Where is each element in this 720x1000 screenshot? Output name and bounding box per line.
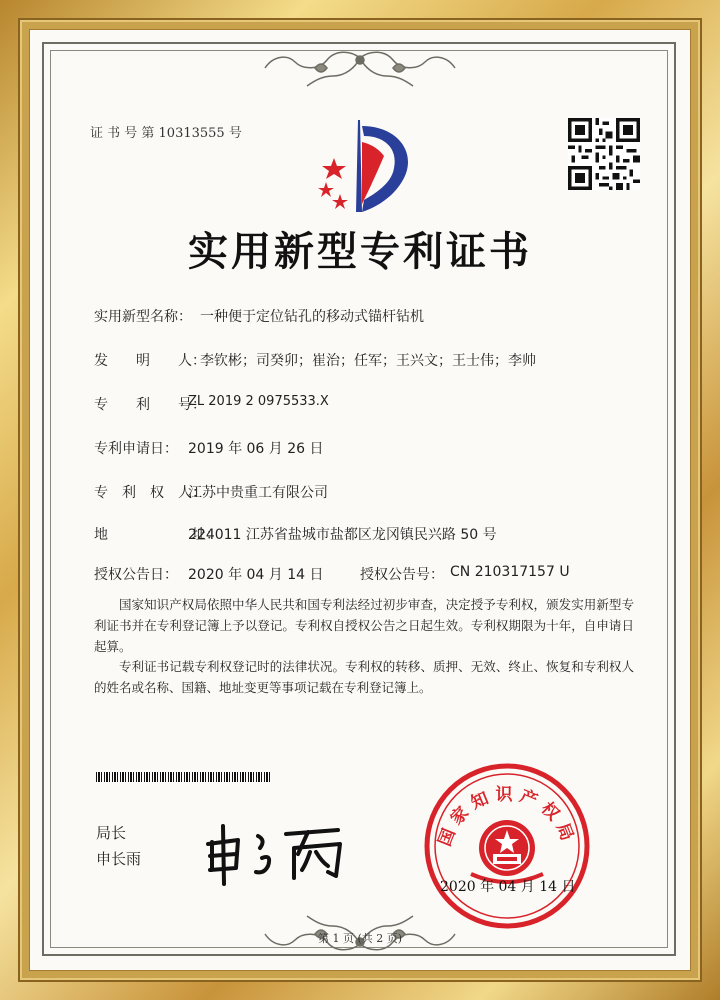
svg-text:国家知识产权局: 国家知识产权局 [434, 785, 580, 850]
field-value-inventor: 李钦彬；司癸卯；崔治；任军；王兴文；王士伟；李帅 [200, 353, 536, 369]
grant-date-value: 2020 年 04 月 14 日 [188, 567, 324, 583]
patent-office-logo-icon [312, 112, 422, 222]
barcode-strip [96, 772, 271, 782]
field-label-patentee: 专 利 权 人： [94, 485, 206, 501]
field-value-filing-date: 2019 年 06 月 26 日 [188, 441, 324, 457]
certificate-title: 实用新型专利证书 [188, 228, 532, 275]
field-label-inventor: 发 明 人： [94, 353, 206, 369]
field-label-filing-date: 专利申请日： [94, 441, 178, 457]
official-seal-icon [423, 762, 591, 930]
grant-number-value: CN 210317157 U [450, 564, 570, 580]
field-label-address: 地 址： [94, 527, 220, 543]
field-value-patent-number: ZL 2019 2 0975533.X [188, 394, 329, 409]
field-value-name: 一种便于定位钻孔的移动式锚杆钻机 [200, 309, 424, 325]
legal-status-paragraph: 专利证书记载专利权登记时的法律状况。专利权的转移、质押、无效、终止、恢复和专利权人的姓名或名称、国籍、地址变更等事项记载在专利登记簿上。 [94, 659, 634, 695]
director-name: 申长雨 [96, 850, 142, 868]
grant-statement-paragraph: 国家知识产权局依照中华人民共和国专利法经过初步审查，决定授予专利权，颁发实用新型专利证书并在专利登记簿上予以登记。专利权自授权公告之日起生效。专利权期限为十年，自申请日起算。 [94, 597, 634, 654]
page-footer: 第 1 页 (共 2 页) [317, 932, 403, 945]
top-ornament-icon [255, 48, 465, 88]
field-value-patentee: 江苏中贵重工有限公司 [188, 485, 328, 501]
field-value-address: 224011 江苏省盐城市盐都区龙冈镇民兴路 50 号 [188, 527, 497, 543]
seal-date: 2020 年 04 月 14 日 [440, 879, 576, 895]
certificate-paper [30, 30, 690, 970]
grant-number-label: 授权公告号： [360, 567, 444, 583]
grant-date-label: 授权公告日： [94, 567, 178, 583]
director-title: 局长 [96, 824, 127, 842]
certificate-number: 证 书 号 第 10313555 号 [90, 126, 242, 141]
field-label-name: 实用新型名称： [94, 309, 192, 325]
qr-code-icon [568, 118, 640, 190]
field-label-patent-number: 专 利 号： [94, 397, 206, 413]
director-signature-icon [198, 818, 358, 888]
